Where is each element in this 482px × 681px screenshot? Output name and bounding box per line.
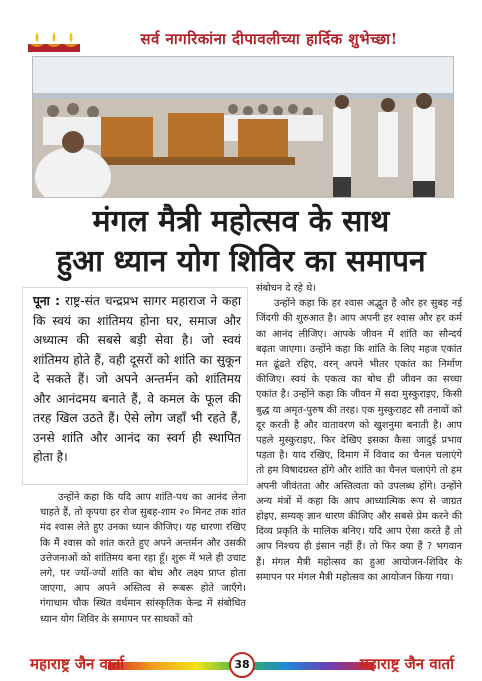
right-column: [256, 281, 462, 585]
event-photo: [32, 56, 454, 198]
footer-title-left: महाराष्ट्र जैन वार्ता: [30, 655, 125, 673]
headline-line-2: हुआ ध्यान योग शिविर का समापन: [56, 244, 426, 279]
footer-title-right: महाराष्ट्र जैन वार्ता: [359, 655, 454, 673]
right-paragraph-0: संबोधन दे रहे थे।: [256, 283, 316, 294]
intro-box: [22, 287, 248, 485]
left-column: [40, 490, 246, 627]
headline-line-1: मंगल मैत्री महोत्सव के साथ: [92, 204, 390, 239]
meditation-hall-image: [33, 57, 453, 197]
article-headline: [18, 202, 464, 282]
dateline: पूना :: [33, 294, 61, 308]
diya-lamps-icon: [28, 26, 80, 52]
diwali-greeting: सर्व नागरिकांना दीपावलीच्या हार्दिक शुभेच्छा!: [140, 30, 398, 48]
top-banner: [28, 24, 458, 54]
right-paragraph-1: उन्होंने कहा कि हर श्वास अद्भुत है और हर सुबह नई जिंदगी की शुरुआत है। आप अपनी हर श्वास और हर कर्म का आनंद लीजिए। आपके जीवन में शांति का सौन्दर्य बढ़ता जाएगा। उन्होंने कहा कि शांति के लिए महज एकांत मत ढूंढते रहिए, वरन् अपने भीतर एकांत का निर्माण कीजिए। स्वयं के एकत्व का बोध ही जीवन का सच्चा एकांत है। उन्होंने कहा कि जीवन में सदा मुस्कुराइए, किसी बुद्ध या अमृत-पुरुष की तरह। एक मुस्कुराहट सौ तनावों को दूर करती है और वातावरण को खुशनुमा बनाती है। आप पहले मुस्कुराइए, फिर देखिए इसका कैसा जादुई प्रभाव पड़ता है। याद रखिए, दिमाग में विवाद का चैनल चलाएंगे तो हम विषादग्रस्त होंगे और शांति का चैनल चलाएंगे तो हम अपनी जीवंतता और अस्तित्वता को उपलब्ध होंगे। उन्होंने अन्य मंत्रों में कहा कि आप आध्यात्मिक रूप से जाग्रत होइए, सम्यक् ज्ञान धारण कीजिए और सबसे प्रेम करने की दिव्य प्रकृति के मालिक बनिए। यदि आप ऐसा करते हैं तो आप निश्चय ही इंसान नहीं हैं। तो फिर क्या हैं ? भगवान हैं। मंगल मैत्री महोत्सव का हुआ आयोजन-शिविर के समापन पर मंगल मैत्री महोत्सव का आयोजन किया गया।: [256, 298, 462, 583]
intro-text: राष्ट्र-संत चन्द्रप्रभ सागर महाराज ने कहा कि स्वयं का शांतिमय होना घर, समाज और अध्यात्म की सबसे बड़ी सेवा है। जो स्वयं शांतिमय होते हैं, वही दूसरों को शांति का सुकून दे सकते हैं। जो अपने अन्तर्मन को शांतिमय और आनंदमय बनाते हैं, वे कमल के फूल की तरह खिल उठते हैं। ऐसे लोग जहाँ भी रहते हैं, उनसे शांति और आनंद का स्वर्ग ही स्थापित होता है।: [33, 294, 241, 464]
page-footer: [0, 651, 482, 681]
page-number: 38: [229, 652, 255, 678]
left-paragraph-1: उन्होंने कहा कि यदि आप शांति-पथ का आनंद लेना चाहते हैं, तो कृपया हर रोज सुबह-शाम २० मिनट तक शांत मंद श्वास लेते हुए उनका ध्यान कीजिए। यह धारणा रखिए कि मैं श्वास को शांत करते हुए अपने अन्तर्मन और उसकी उत्तेजनाओं को शांतिमय बना रहा हूँ। शुरू में भले ही उचाट लगे, पर ज्यों-ज्यों शांति का बोध और लक्ष्य प्राप्त होता जाएगा, आप अपने अस्तित्व से रूबरू होते जाएँगे। गंगाधाम चौक स्थित वर्धमान सांस्कृतिक केन्द्र में संबोधित ध्यान योग शिविर के समापन पर साधकों को: [40, 492, 246, 625]
